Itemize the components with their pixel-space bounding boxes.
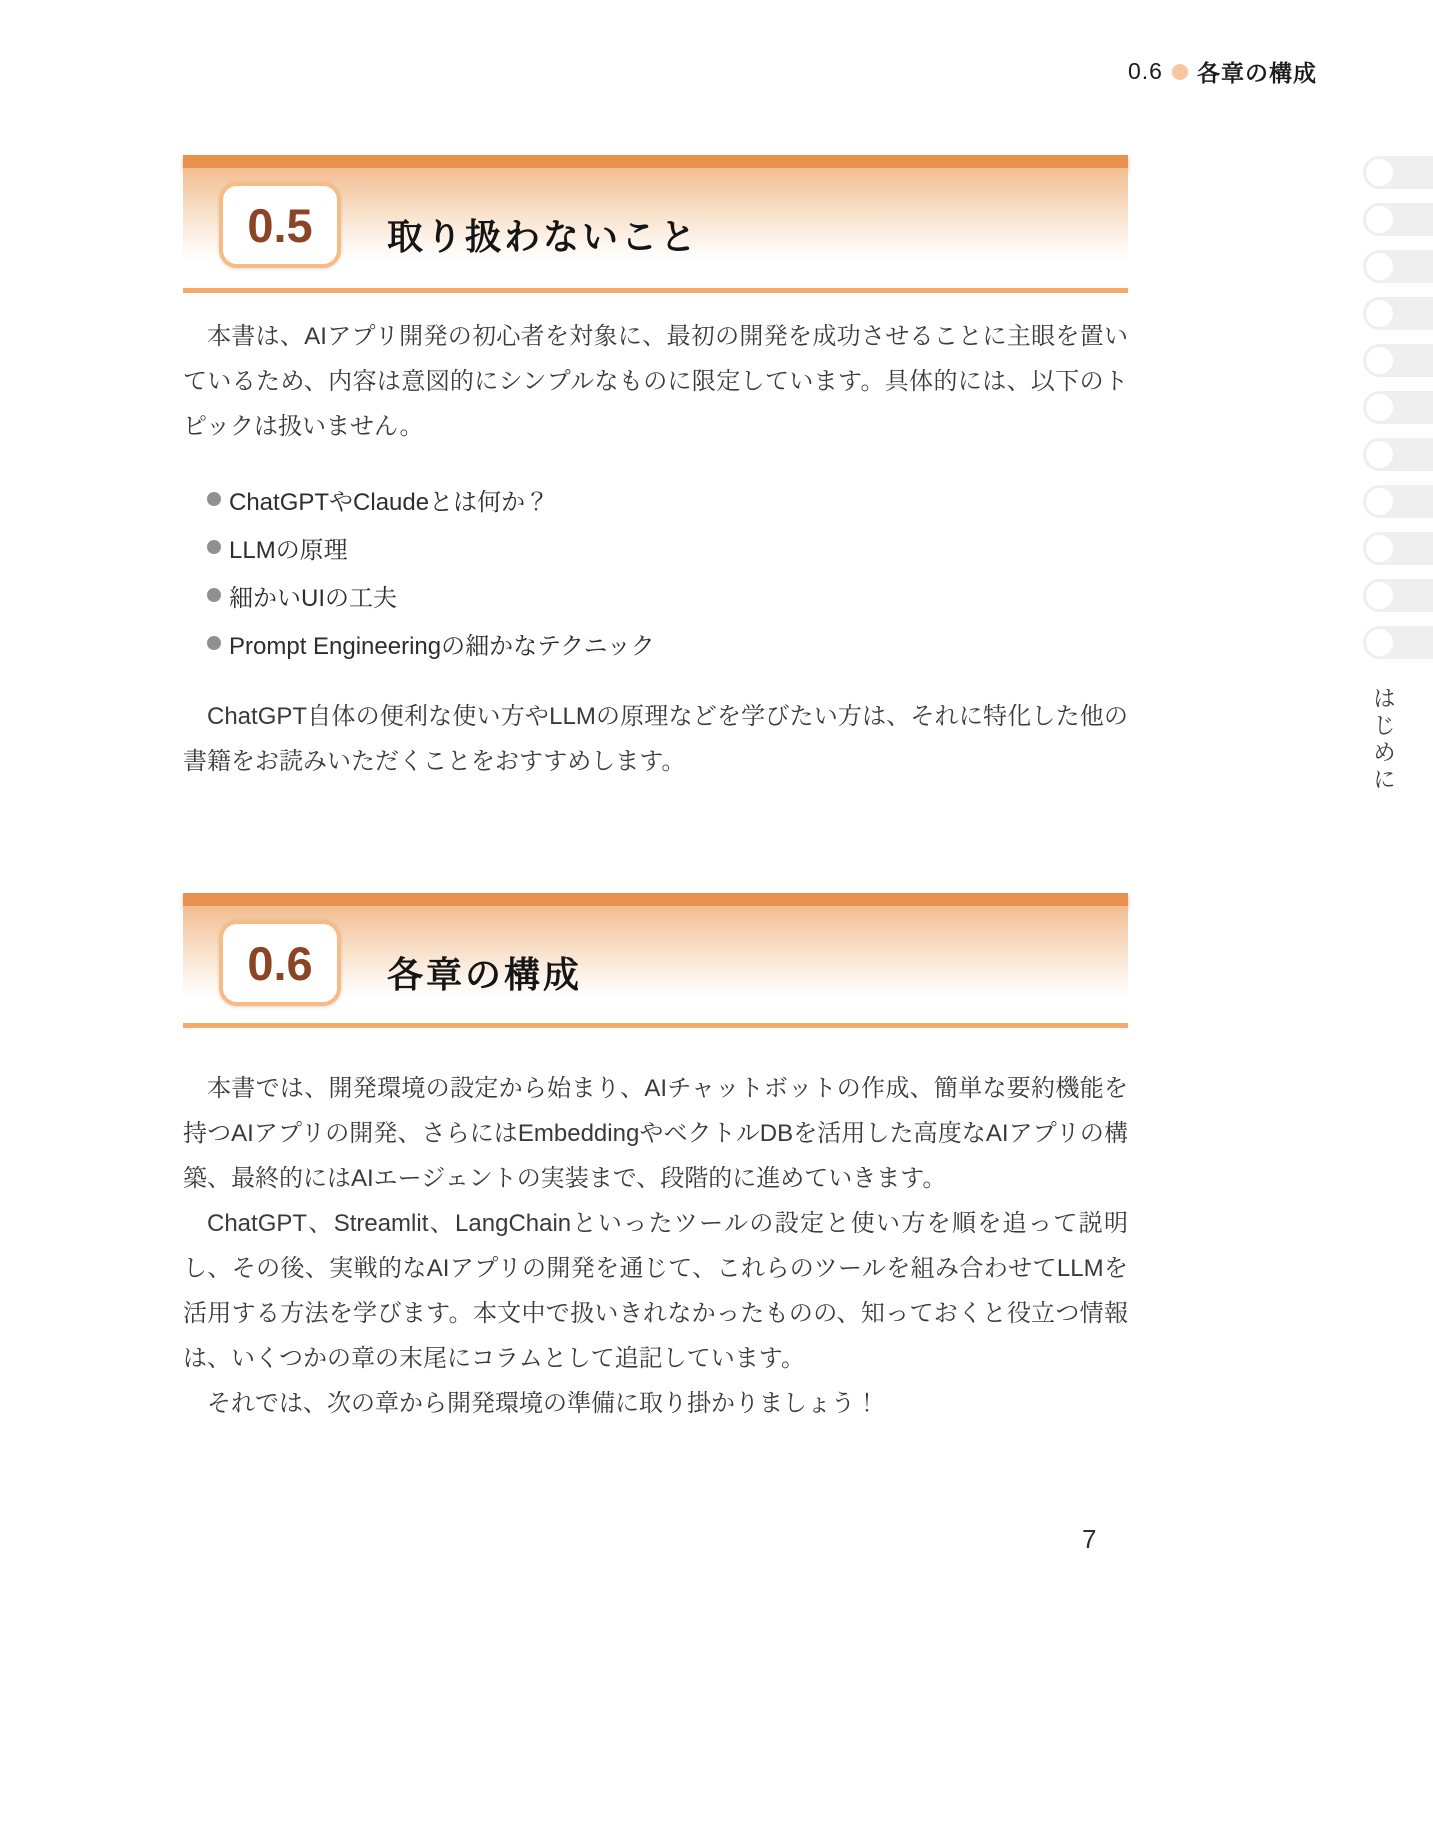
chapter-tab <box>1363 250 1433 283</box>
chapter-tab <box>1363 391 1433 424</box>
paragraph-structure-overview: 本書では、開発環境の設定から始まり、AIチャットボットの作成、簡単な要約機能を持つAIアプリの開発、さらにはEmbeddingやベクトルDBを活用した高度なAIアプリの構築、最終的にはAIエージェントの実装まで、段階的に進めていきます。 <box>183 1075 1128 1192</box>
chapter-tab-knob-icon <box>1366 347 1393 374</box>
chapter-tab <box>1363 344 1433 377</box>
bullet-icon <box>207 492 221 506</box>
chapter-tab <box>1363 626 1433 659</box>
section-dot-icon <box>1172 64 1188 80</box>
list-item-label: LLMの原理 <box>229 536 348 564</box>
bullet-icon <box>207 588 221 602</box>
chapter-tab-knob-icon <box>1366 488 1393 515</box>
list-item <box>207 482 1107 516</box>
chapter-tab <box>1363 532 1433 565</box>
chapter-tab <box>1363 203 1433 236</box>
chapter-tab <box>1363 485 1433 518</box>
chapter-tab-knob-icon <box>1366 253 1393 280</box>
chapter-tab <box>1363 297 1433 330</box>
chapter-tab-knob-icon <box>1366 441 1393 468</box>
section-banner-05 <box>183 155 1128 261</box>
not-covered-list <box>207 482 1107 674</box>
list-item-label: 細かいUIの工夫 <box>229 584 397 612</box>
section-number-badge: 0.6 <box>219 920 341 1006</box>
running-header <box>1128 55 1317 88</box>
chapter-tab-knob-icon <box>1366 159 1393 186</box>
chapter-tab-knob-icon <box>1366 582 1393 609</box>
section-divider-rule <box>183 1023 1128 1028</box>
paragraph-tools-explained: ChatGPT、Streamlit、LangChainといったツールの設定と使い方を順を追って説明し、その後、実戦的なAIアプリの開発を通じて、これらのツールを組み合わせてLLMを活用する方法を学びます。本文中で扱いきれなかったものの、知っておくと役立つ情報は、いくつかの章の末尾にコラムとして追記しています。 <box>183 1210 1128 1372</box>
list-item <box>207 626 1107 660</box>
bullet-icon <box>207 636 221 650</box>
section-divider-rule <box>183 288 1128 293</box>
chapter-structure-body <box>183 1066 1128 1426</box>
section-title: 取り扱わないこと <box>387 216 700 257</box>
side-chapter-label: はじめに <box>1370 686 1396 794</box>
running-header-title: 各章の構成 <box>1196 60 1317 86</box>
paragraph-recommendation: ChatGPT自体の便利な使い方やLLMの原理などを学びたい方は、それに特化した他の書籍をお読みいただくことをおすすめします。 <box>183 703 1128 775</box>
chapter-tab-knob-icon <box>1366 206 1393 233</box>
section-title: 各章の構成 <box>387 954 583 995</box>
list-item <box>207 530 1107 564</box>
paragraph-not-covered-intro: 本書は、AIアプリ開発の初心者を対象に、最初の開発を成功させることに主眼を置いているため、内容は意図的にシンプルなものに限定しています。具体的には、以下のトピックは扱いません。 <box>183 323 1128 440</box>
list-item-label: Prompt Engineeringの細かなテクニック <box>229 632 655 660</box>
chapter-tab-knob-icon <box>1366 394 1393 421</box>
section-banner-06 <box>183 893 1128 999</box>
list-item <box>207 578 1107 612</box>
chapter-tab <box>1363 579 1433 612</box>
chapter-tab <box>1363 438 1433 471</box>
chapter-tab-rail <box>1363 156 1433 659</box>
bullet-icon <box>207 540 221 554</box>
chapter-tab-knob-icon <box>1366 629 1393 656</box>
section-number-badge: 0.5 <box>219 182 341 268</box>
chapter-tab <box>1363 156 1433 189</box>
paragraph-lets-start: それでは、次の章から開発環境の準備に取り掛かりましょう！ <box>207 1390 879 1417</box>
chapter-tab-knob-icon <box>1366 535 1393 562</box>
running-header-section-number: 0.6 <box>1128 58 1163 84</box>
list-item-label: ChatGPTやClaudeとは何か？ <box>229 488 550 516</box>
page-number: 7 <box>1082 1524 1097 1554</box>
chapter-tab-knob-icon <box>1366 300 1393 327</box>
